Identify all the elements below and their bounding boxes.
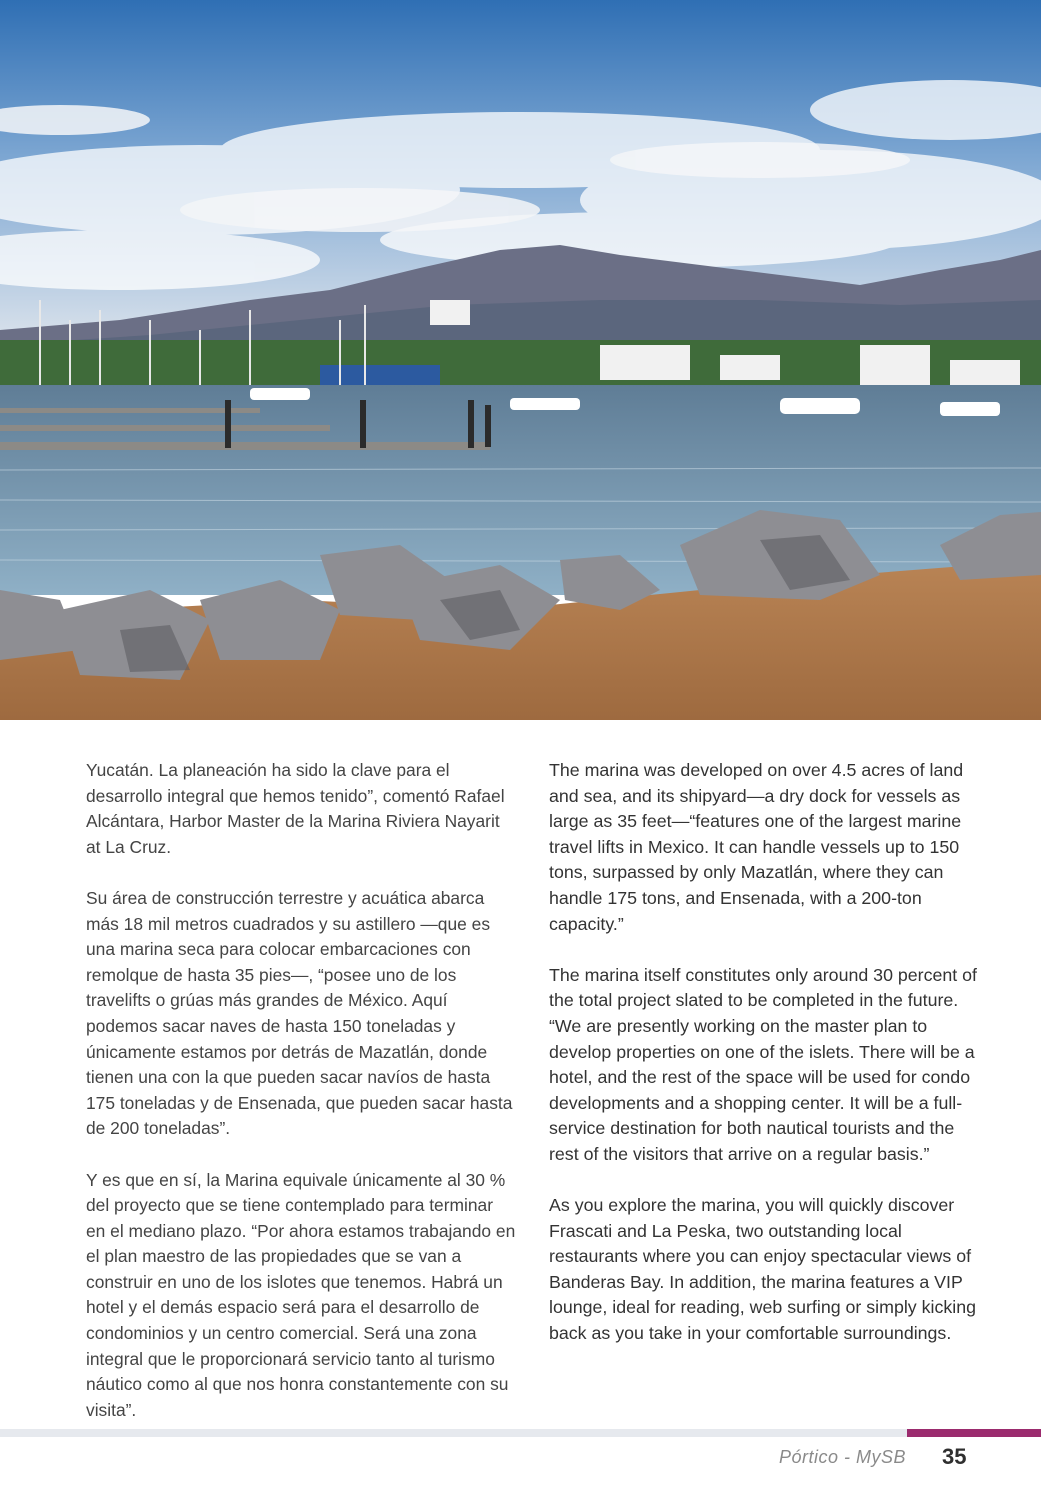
marina-harbor-photo — [0, 0, 1041, 720]
footer-divider — [0, 1429, 907, 1437]
footer-accent-bar — [907, 1429, 1041, 1437]
english-paragraph: As you explore the marina, you will quickly discover Frascati and La Peska, two outstanding local restaurants where you can enjoy spectacular views of Banderas Bay. In addition, the marina features a VIP lounge, ideal for reading, web surfing or simply kicking back as you take in your comfortable surroundings. — [549, 1195, 976, 1344]
page-number: 35 — [942, 1444, 967, 1469]
english-paragraph: The marina itself constitutes only around 30 percent of the total project slated to be completed in the future. “We are presently working on the master plan to develop properties on one of the islets. There will be a hotel, and the rest of the space will be used for condo developments and a shopping center. It will be a full-service destination for both nautical tourists and the rest of the visitors that arrive on a regular basis.” — [549, 964, 977, 1164]
english-article-column — [549, 758, 979, 1372]
publication-name: Pórtico - MySB — [778, 1447, 906, 1467]
spanish-article-column — [86, 758, 516, 1449]
spanish-paragraph: Su área de construcción terrestre y acuática abarca más 18 mil metros cuadrados y su astillero —que es una marina seca para colocar embarcaciones con remolque de hasta 35 pies—, “posee uno de los travelifts o grúas más grandes de México. Aquí podemos sacar naves de hasta 150 toneladas y únicamente estamos por detrás de Mazatlán, donde tienen una con la que pueden sacar navíos de hasta 175 toneladas y de Ensenada, que pueden sacar hasta de 200 toneladas”. — [86, 887, 513, 1139]
spanish-paragraph: Y es que en sí, la Marina equivale únicamente al 30 % del proyecto que se tiene contemplado para terminar en el mediano plazo. “Por ahora estamos trabajando en el plan maestro de las propiedades que se van a construir en uno de los islotes que tenemos. Habrá un hotel y el demás espacio será para el desarrollo de condominios y un centro comercial. Será una zona integral que le proporcionará servicio tanto al turismo náutico como al que nos honra constantemente con su visita”. — [86, 1169, 516, 1420]
spanish-paragraph: Yucatán. La planeación ha sido la clave para el desarrollo integral que hemos tenido”, comentó Rafael Alcántara, Harbor Master de la Marina Riviera Nayarit at La Cruz. — [86, 760, 505, 857]
english-paragraph: The marina was developed on over 4.5 acres of land and sea, and its shipyard—a dry dock for vessels as large as 35 feet—“features one of the largest marine travel lifts in Mexico. It can handle vessels up to 150 tons, surpassed by only Mazatlán, where they can handle 175 tons, and Ensenada, with a 200-ton capacity.” — [549, 760, 964, 934]
